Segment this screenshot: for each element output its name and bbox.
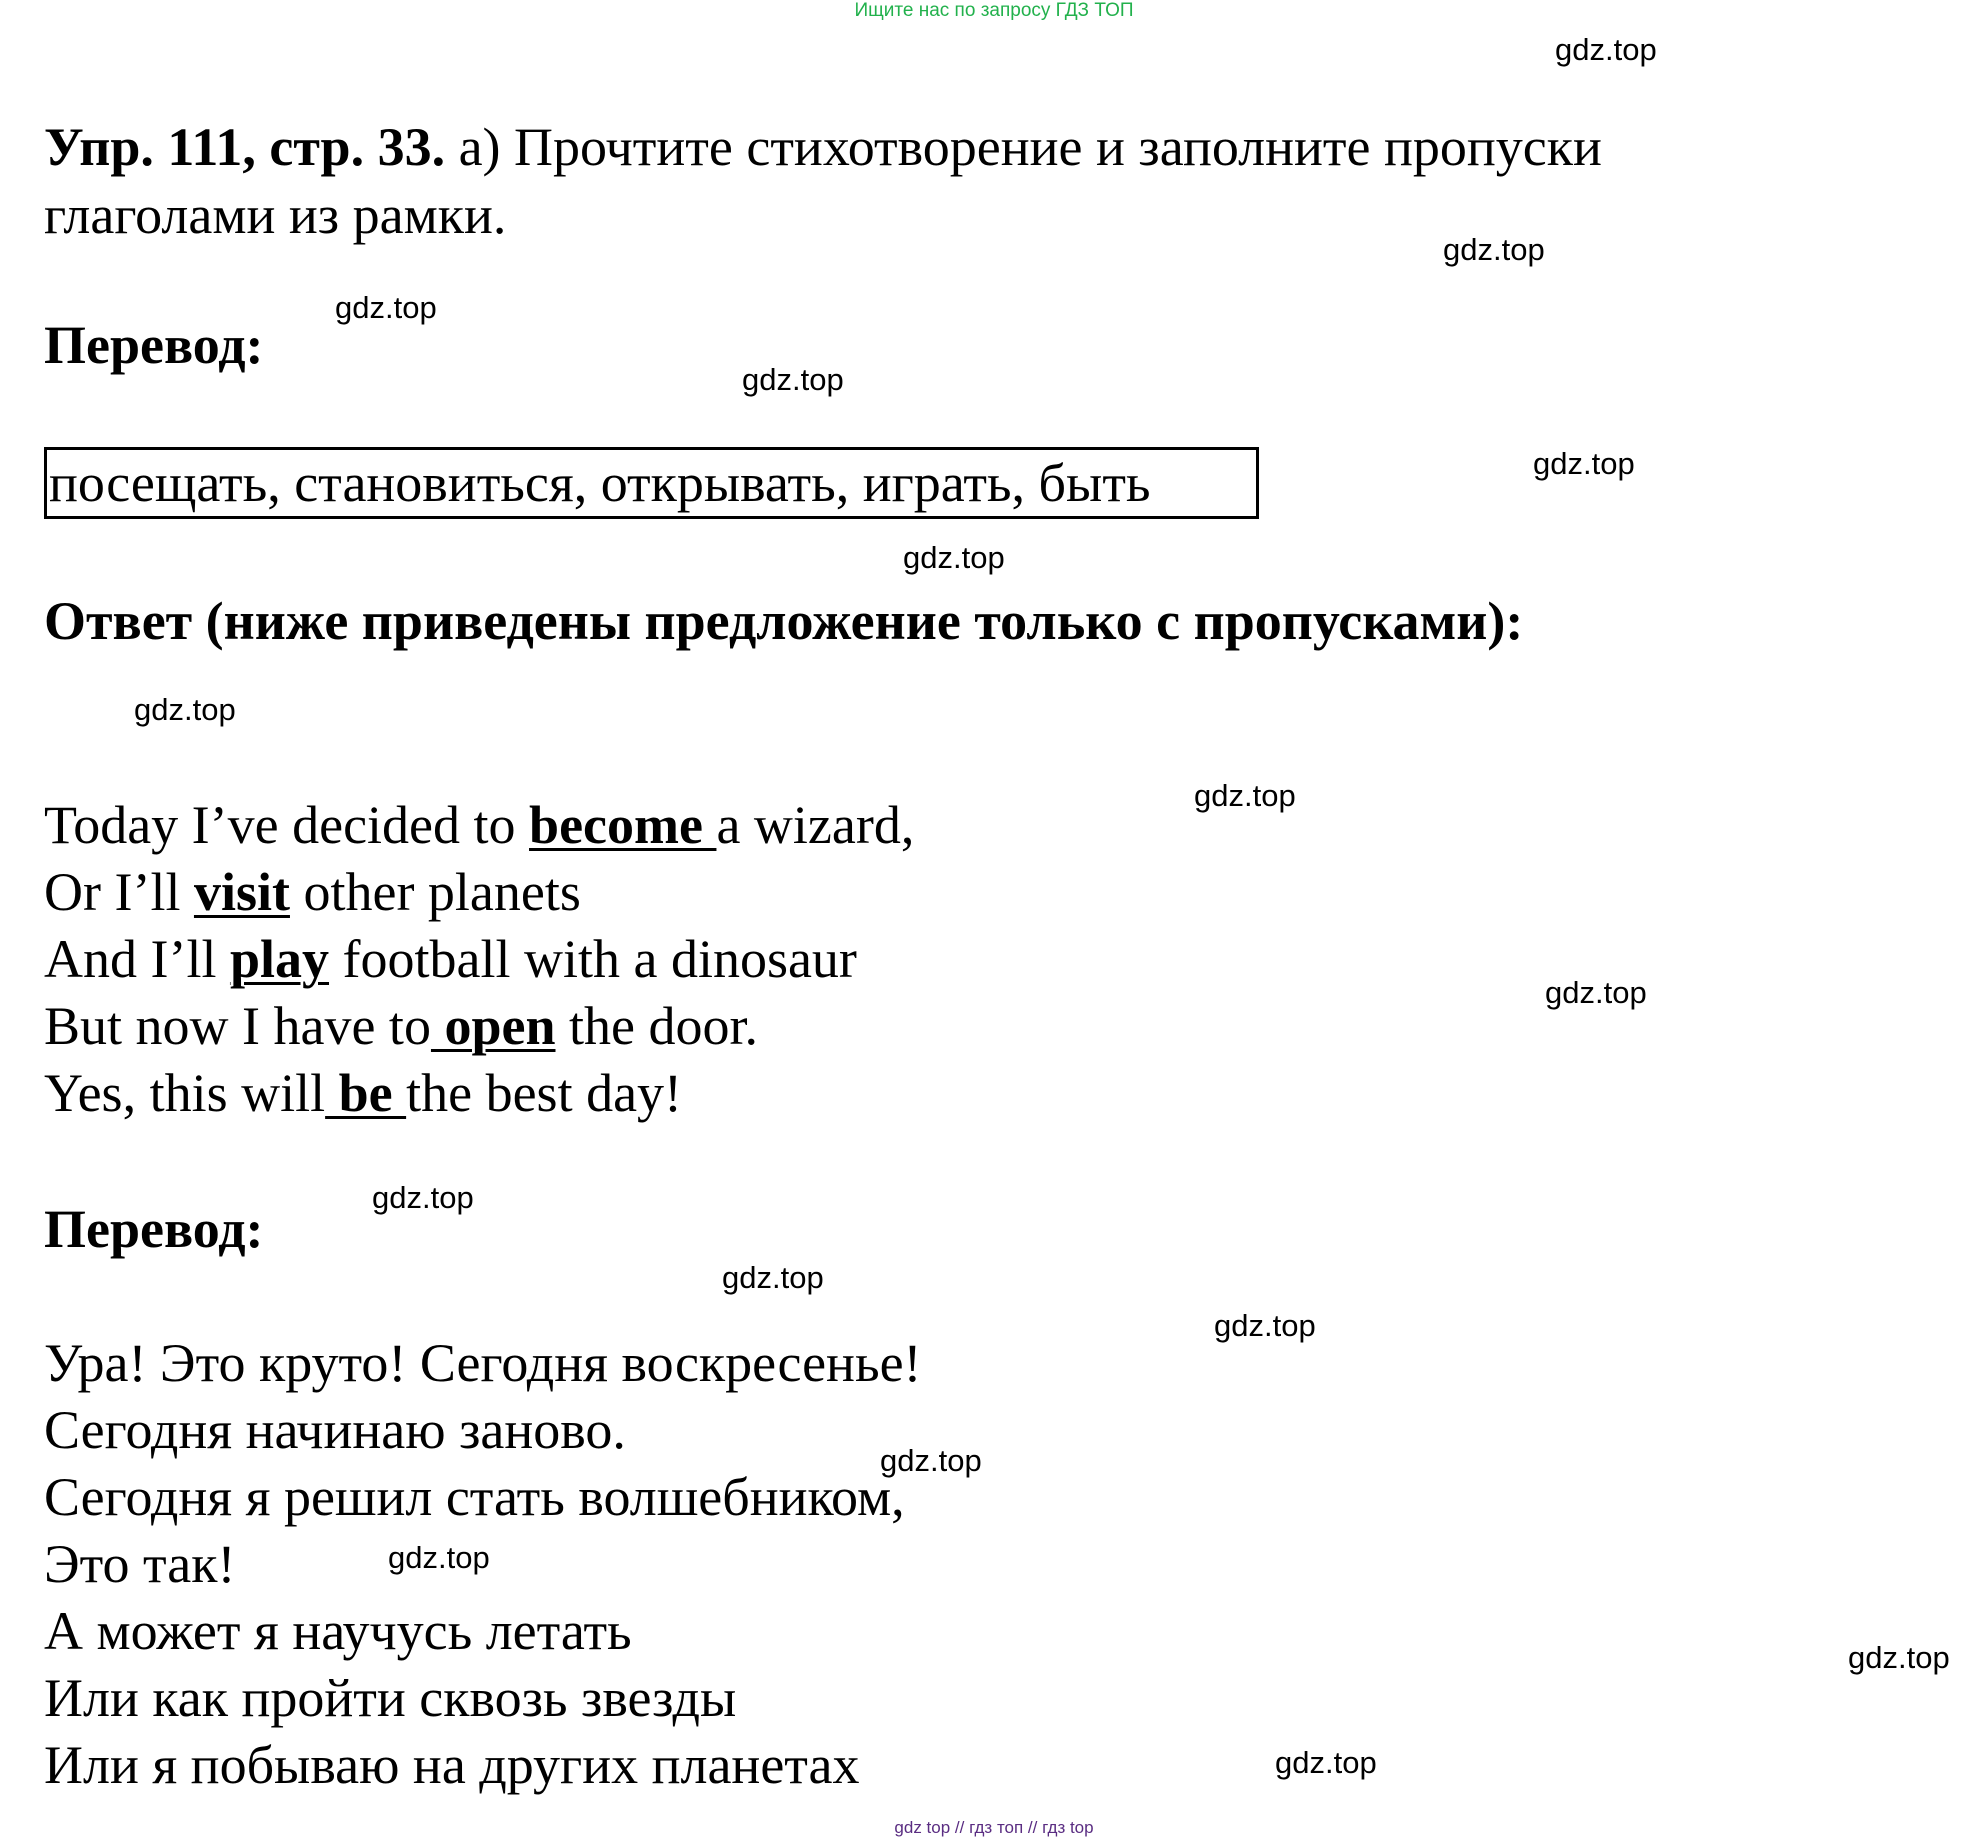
filled-blank: play <box>229 929 330 989</box>
watermark: gdz.top <box>1275 1745 1377 1780</box>
watermark: gdz.top <box>1555 32 1657 67</box>
filled-blank: be <box>325 1063 407 1123</box>
poem-line: And I’ll play football with a dinosaur <box>44 929 857 989</box>
translation-line: Сегодня начинаю заново. <box>44 1400 626 1460</box>
task-label: Упр. 111, стр. 33. <box>44 117 446 177</box>
translation-line: Или я побываю на других планетах <box>44 1735 860 1795</box>
watermark: gdz.top <box>1533 446 1635 481</box>
poem-line: But now I have to open the door. <box>44 996 758 1056</box>
watermark: gdz.top <box>880 1443 982 1478</box>
top-banner[interactable]: Ищите нас по запросу ГДЗ ТОП <box>854 0 1134 21</box>
answer-heading: Ответ (ниже приведены предложение только с пропусками): <box>44 591 1524 651</box>
watermark: gdz.top <box>1545 975 1647 1010</box>
watermark: gdz.top <box>1443 232 1545 267</box>
watermark: gdz.top <box>722 1260 824 1295</box>
watermark: gdz.top <box>903 540 1005 575</box>
translation-line: Ура! Это круто! Сегодня воскресенье! <box>44 1333 922 1393</box>
watermark: gdz.top <box>335 290 437 325</box>
watermark: gdz.top <box>742 362 844 397</box>
filled-blank: open <box>430 996 556 1056</box>
poem-line: Or I’ll visit other planets <box>44 862 581 922</box>
filled-blank: become <box>529 795 717 855</box>
watermark: gdz.top <box>372 1180 474 1215</box>
poem-line: Yes, this will be the best day! <box>44 1063 683 1123</box>
translation-heading-2: Перевод: <box>44 1199 264 1259</box>
watermark: gdz.top <box>134 692 236 727</box>
watermark: gdz.top <box>1214 1308 1316 1343</box>
poem <box>44 792 914 1127</box>
filled-blank: visit <box>193 862 290 922</box>
translation-line: Сегодня я решил стать волшебником, <box>44 1467 905 1527</box>
word-box: посещать, становиться, открывать, играть, быть <box>44 447 1259 519</box>
translation-heading: Перевод: <box>44 315 264 375</box>
translation-text <box>44 1330 922 1799</box>
watermark: gdz.top <box>1848 1640 1950 1675</box>
task-text: а) Прочтите стихотворение и заполните пропуски <box>445 117 1602 177</box>
task-text-line2: глаголами из рамки. <box>44 185 507 245</box>
watermark: gdz.top <box>388 1540 490 1575</box>
translation-line: А может я научусь летать <box>44 1601 632 1661</box>
task-heading <box>44 112 1602 182</box>
translation-line: Это так! <box>44 1534 236 1594</box>
watermark: gdz.top <box>1194 778 1296 813</box>
poem-line: Today I’ve decided to become a wizard, <box>44 795 915 855</box>
translation-line: Или как пройти сквозь звезды <box>44 1668 737 1728</box>
bottom-banner[interactable]: gdz top // гдз топ // гдз top <box>894 1818 1094 1837</box>
